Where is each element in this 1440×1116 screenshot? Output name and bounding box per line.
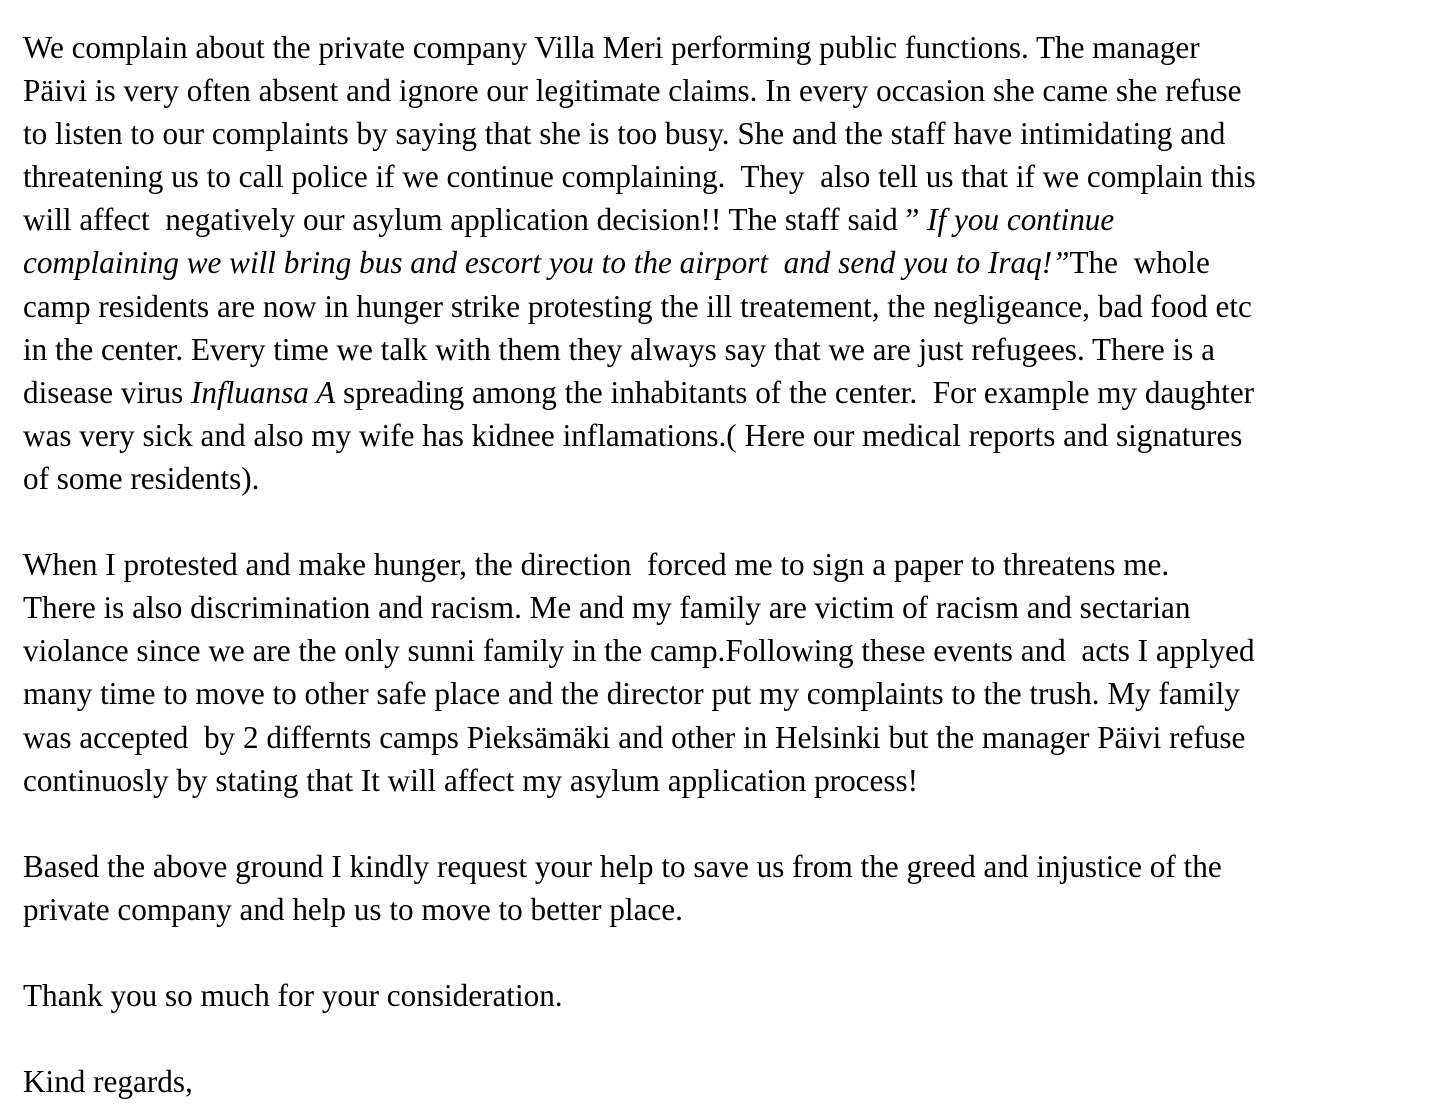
paragraph-discrimination (23, 543, 1428, 802)
text-line: Päivi is very often absent and ignore our legitimate claims. In every occasion she came she refuse (23, 73, 1242, 109)
text-line: Thank you so much for your consideration. (23, 978, 563, 1014)
text-line: camp residents are now in hunger strike protesting the ill treatement, the negligeance, bad food etc (23, 288, 1252, 324)
text-line: threatening us to call police if we continue complaining. They also tell us that if we complain this (23, 159, 1256, 195)
text-line: was accepted by 2 differnts camps Pieksämäki and other in Helsinki but the manager Päivi refuse (23, 719, 1246, 755)
text-line: was very sick and also my wife has kidnee inflamations.( Here our medical reports and signatures (23, 417, 1243, 453)
closing-block (23, 1060, 1428, 1103)
text-segment: disease virus (23, 374, 192, 410)
text-line: of some residents). (23, 460, 260, 496)
text-line: When I protested and make hunger, the direction forced me to sign a paper to threatens me. (23, 547, 1170, 583)
text-line: private company and help us to move to better place. (23, 891, 683, 927)
paragraph-thanks (23, 974, 1428, 1017)
text-line: many time to move to other safe place and the director put my complaints to the trush. My family (23, 676, 1240, 712)
text-segment: spreading among the inhabitants of the center. For example my daughter (335, 374, 1255, 410)
text-line: violance since we are the only sunni family in the camp.Following these events and acts I applyed (23, 633, 1255, 669)
text-line (23, 371, 1428, 414)
text-line (23, 198, 1428, 241)
quoted-text: If you continue (927, 202, 1115, 238)
closing-line: Kind regards, (23, 1064, 193, 1100)
paragraph-request (23, 845, 1428, 931)
text-segment: will affect negatively our asylum application decision!! The staff said ” (23, 202, 928, 238)
document-page (23, 26, 1428, 1103)
text-line: Based the above ground I kindly request your help to save us from the greed and injustice of the (23, 848, 1222, 884)
quoted-text: complaining we will bring bus and escort you to the airport and send you to Iraq!” (23, 245, 1070, 281)
text-line: There is also discrimination and racism. Me and my family are victim of racism and sectarian (23, 590, 1191, 626)
text-segment: The whole (1069, 245, 1210, 281)
text-line: continuosly by stating that It will affect my asylum application process! (23, 762, 919, 798)
text-line: in the center. Every time we talk with them they always say that we are just refugees. There is a (23, 331, 1215, 367)
virus-name: Influansa A (191, 374, 336, 410)
paragraph-complaint (23, 26, 1428, 500)
text-line: to listen to our complaints by saying that she is too busy. She and the staff have intimidating and (23, 116, 1226, 152)
text-line: We complain about the private company Villa Meri performing public functions. The manager (23, 30, 1200, 65)
text-line (23, 241, 1428, 284)
